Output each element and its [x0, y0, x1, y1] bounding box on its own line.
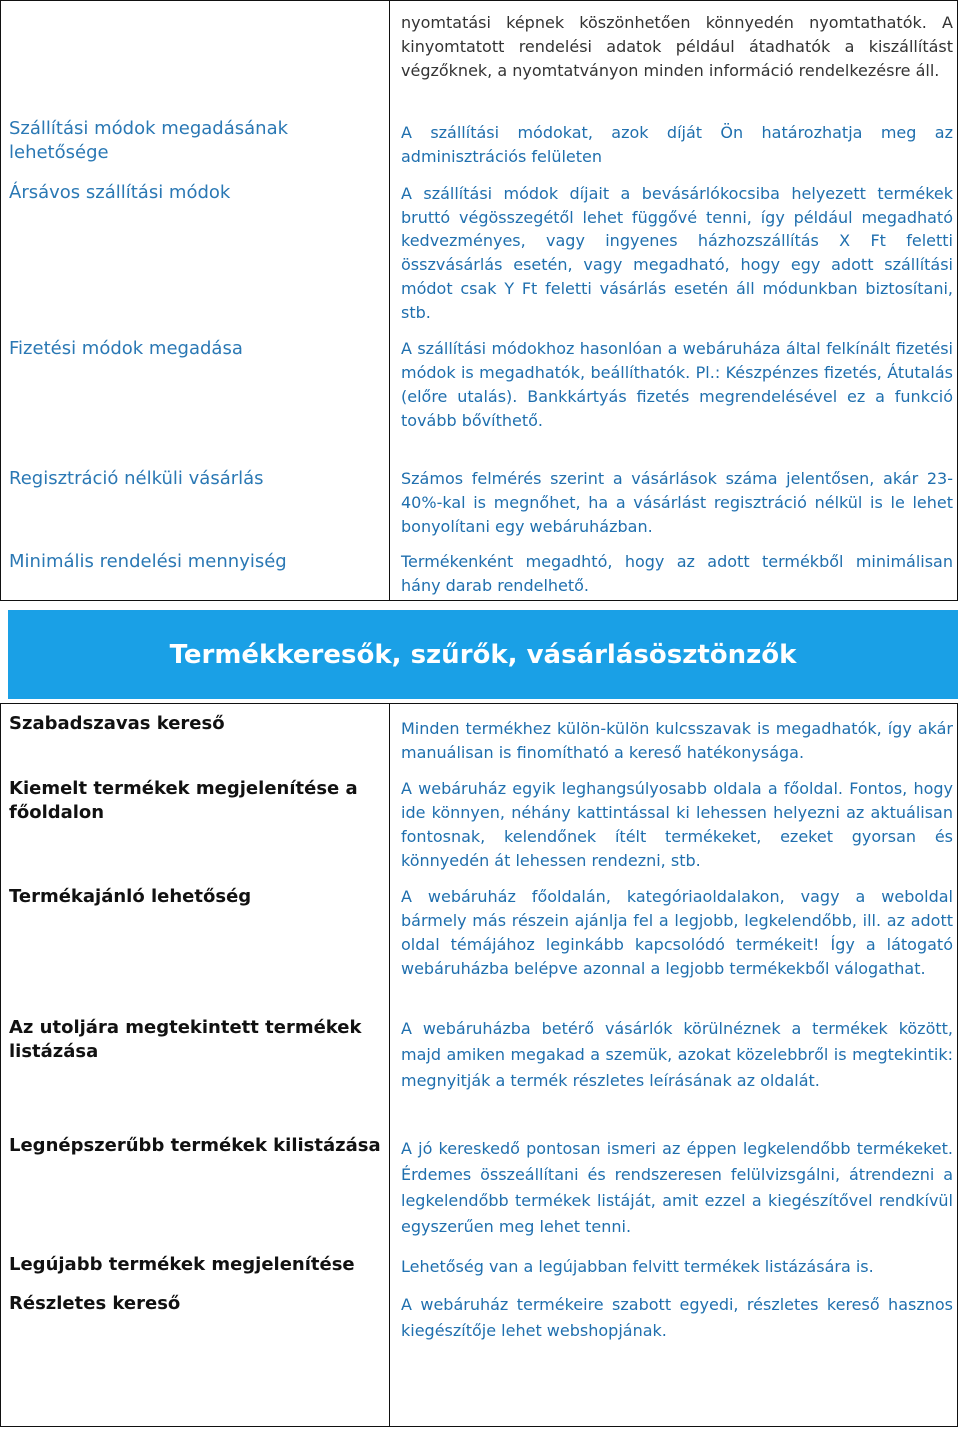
feature-description-detailed-search: A webáruház termékeire szabott egyedi, részletes kereső hasznos kiegészítője lehet webshopjának.	[401, 1295, 953, 1340]
continued-description: nyomtatási képnek köszönhetően könnyedén nyomtathatók. A kinyomtatott rendelési adatok például átadhatók a kiszállítást végzőknek, a nyomtatványon minden információ rendelkezésre áll.	[401, 13, 953, 80]
section-banner	[8, 610, 958, 699]
feature-label-free-text-search: Szabadszavas kereső	[9, 713, 225, 734]
feature-description-recently-viewed: A webáruházba betérő vásárlók körülnéznek a termékek között, majd amiken megakad a szemük, azokat közelebbről is megtekintik: megnyitják a termék részletes leírásának az oldalát.	[401, 1019, 953, 1090]
top-feature-table	[0, 0, 958, 601]
feature-description-guest-checkout: Számos felmérés szerint a vásárlások száma jelentősen, akár 23-40%-kal is megnőhet, ha a vásárlást regisztráció nélkül is le lehet bonyolítani egy webáruházban.	[401, 469, 953, 536]
feature-label-shipping-methods: Szállítási módok megadásának lehetősége	[9, 118, 289, 163]
feature-label-newest-products: Legújabb termékek megjelenítése	[9, 1254, 355, 1275]
feature-description-featured-products: A webáruház egyik leghangsúlyosabb oldala a főoldal. Fontos, hogy ide könnyen, néhány kattintással ki lehessen helyezni az aktuálisan fontosnak, kelendőnek ítélt termékeket, ezeket gyorsan és könnyedén át lehessen rendezni, stb.	[401, 779, 953, 870]
feature-description-newest-products: Lehetőség van a legújabban felvitt termékek listázására is.	[401, 1257, 874, 1276]
feature-description-shipping-methods: A szállítási módokat, azok díját Ön határozhatja meg az adminisztrációs felületen	[401, 123, 953, 166]
column-divider	[389, 1, 390, 600]
feature-label-product-recommendation: Termékajánló lehetőség	[9, 886, 252, 907]
section-title: Termékkeresők, szűrők, vásárlásösztönzők	[169, 639, 797, 670]
feature-description-free-text-search: Minden termékhez külön-külön kulcsszavak is megadhatók, így akár manuálisan is finomítható a kereső hatékonysága.	[401, 719, 953, 762]
feature-label-guest-checkout: Regisztráció nélküli vásárlás	[9, 468, 264, 489]
feature-description-price-band-shipping: A szállítási módok díjait a bevásárlókocsiba helyezett termékek bruttó végösszegétől lehet függővé tenni, így például megadható kedvezményes, vagy ingyenes házhozszállítás X Ft feletti összvásárlás esetén, vagy megadható, hogy egy adott szállítási módot csak Y Ft feletti vásárlás esetén áll módunkban biztosítani, stb.	[401, 184, 953, 322]
feature-description-minimum-order: Termékenként megadhtó, hogy az adott termékből minimálisan hány darab rendelhető.	[401, 552, 953, 595]
feature-label-price-band-shipping: Ársávos szállítási módok	[9, 182, 231, 203]
feature-description-most-popular: A jó kereskedő pontosan ismeri az éppen legkelendőbb termékeket. Érdemes összeállítani és rendszeresen felülvizsgálni, átrendezni a legkelendőbb termékek listáját, amit ezzel a kiegészítővel rendkívül egyszerűen meg lehet tenni.	[401, 1139, 953, 1236]
feature-label-minimum-order: Minimális rendelési mennyiség	[9, 551, 287, 572]
feature-description-payment-methods: A szállítási módokhoz hasonlóan a webáruháza által felkínált fizetési módok is megadhatók, beállíthatók. Pl.: Készpénzes fizetés, Átutalás (előre utalás). Bankkártyás fizetés megrendelésével ez a funkció tovább bővíthető.	[401, 339, 953, 430]
feature-label-featured-products: Kiemelt termékek megjelenítése a főoldalon	[9, 778, 358, 823]
feature-label-most-popular: Legnépszerűbb termékek kilistázása	[9, 1135, 381, 1156]
column-divider	[389, 704, 390, 1426]
bottom-feature-table	[0, 703, 958, 1427]
feature-label-recently-viewed: Az utoljára megtekintett termékek listázása	[9, 1017, 362, 1062]
feature-description-product-recommendation: A webáruház főoldalán, kategóriaoldalakon, vagy a weboldal bármely más részein ajánlja fel a legjobb, legkelendőbb, ill. az adott oldal témájához leginkább kapcsolódó termékeit! Így a látogató webáruházba belépve azonnal a legjobb termékekből válogathat.	[401, 887, 953, 978]
feature-label-detailed-search: Részletes kereső	[9, 1293, 181, 1314]
feature-label-payment-methods: Fizetési módok megadása	[9, 338, 243, 359]
